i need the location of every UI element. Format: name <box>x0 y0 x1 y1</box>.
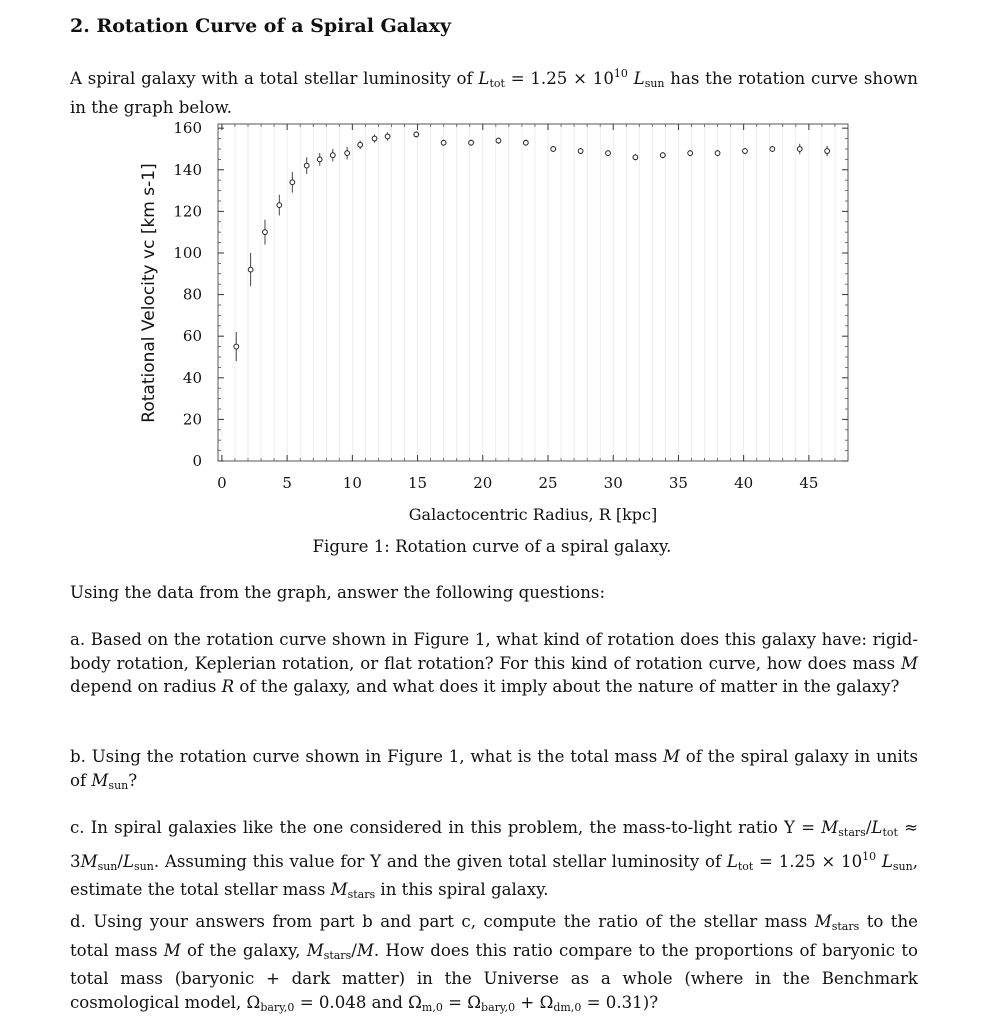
data-point <box>660 153 665 158</box>
data-point <box>263 230 268 235</box>
data-point <box>715 151 720 156</box>
data-point <box>578 149 583 154</box>
x-tick-label: 10 <box>342 474 362 492</box>
data-point <box>633 155 638 160</box>
problem-title: 2. Rotation Curve of a Spiral Galaxy <box>70 15 451 37</box>
question-d: d. Using your answers from part b and part c, compute the ratio of the stellar mass $M_{stars}$ to the total mass M of the galaxy, $M_{stars}/M$. How does this ratio compare to the proportions of baryonic to total mass (baryonic + dark matter) in the Universe as a whole (where in the Benchmark cosmological model, $\Omega_{bary,0} = 0.048$ and $\Omega_{m,0} = \Omega_{bary,0} + \Omega_{dm,0} = 0.31$)? <box>70 912 918 1014</box>
question-c: c. In spiral galaxies like the one considered in this problem, the mass-to-light ratio $\Upsilon = M_{stars}/L_{tot} \approx 3M_{sun}/L_{sun}$. Assuming this value for Υ and the given total stellar luminosity of $L_{tot} = 1.25 \times 10^{10}$ $L_{sun}$, estimate the total stellar mass $M_{stars}$ in this spiral galaxy. <box>70 818 918 901</box>
data-point <box>414 132 419 137</box>
figure-caption: Figure 1: Rotation curve of a spiral galaxy. <box>312 537 672 556</box>
data-point <box>248 267 253 272</box>
data-point <box>330 153 335 158</box>
intro-paragraph: A spiral galaxy with a total stellar luminosity of $L_{tot} = 1.25 \times 10^{10}$ $L_{sun}$ has the rotation curve shown in the graph below. <box>70 67 918 117</box>
y-tick-label: 0 <box>192 452 202 470</box>
y-tick-label: 80 <box>182 285 202 304</box>
y-tick-label: 100 <box>173 243 202 262</box>
instructions-text: Using the data from the graph, answer the following questions: <box>70 583 606 602</box>
data-point <box>743 149 748 154</box>
x-tick-label: 35 <box>668 474 688 492</box>
y-tick-label: 20 <box>182 410 202 429</box>
x-tick-label: 30 <box>603 474 623 492</box>
data-point <box>606 151 611 156</box>
data-point <box>496 138 501 143</box>
x-tick-label: 20 <box>473 474 493 492</box>
data-point <box>688 151 693 156</box>
data-point <box>277 203 282 208</box>
x-tick-label: 15 <box>408 474 428 492</box>
data-point <box>825 149 830 154</box>
y-tick-label: 120 <box>173 202 202 221</box>
x-tick-label: 5 <box>282 474 292 492</box>
data-point <box>372 136 377 141</box>
plot-frame <box>218 124 848 461</box>
data-point <box>290 180 295 185</box>
data-point <box>523 140 528 145</box>
question-a: a. Based on the rotation curve shown in Figure 1, what kind of rotation does this galaxy have: rigid-body rotation, Keplerian rotation, or flat rotation? For this kind of rotation curve, how does mass M depend on radius R of the galaxy, and what does it imply about the nature of matter in the galaxy? <box>70 630 918 696</box>
data-point <box>385 134 390 139</box>
x-axis-title: Galactocentric Radius, R [kpc] <box>408 505 658 524</box>
data-point <box>234 344 239 349</box>
data-point <box>317 157 322 162</box>
data-point <box>770 147 775 152</box>
y-axis-title: Rotational Velocity vc [km s-1] <box>139 163 159 423</box>
y-tick-label: 160 <box>173 119 202 138</box>
question-b: b. Using the rotation curve shown in Figure 1, what is the total mass M of the spiral galaxy in units of $M_{sun}$? <box>70 747 918 792</box>
x-tick-label: 25 <box>538 474 558 492</box>
y-tick-label: 60 <box>182 327 202 346</box>
data-point <box>469 140 474 145</box>
y-tick-label: 40 <box>182 368 202 387</box>
x-tick-label: 40 <box>734 474 754 492</box>
data-point <box>304 163 309 168</box>
x-tick-label: 45 <box>799 474 819 492</box>
data-point <box>345 151 350 156</box>
y-tick-label: 140 <box>173 160 202 179</box>
data-point <box>797 147 802 152</box>
data-point <box>551 147 556 152</box>
data-point <box>441 140 446 145</box>
x-tick-label: 0 <box>217 474 227 492</box>
data-point <box>358 142 363 147</box>
